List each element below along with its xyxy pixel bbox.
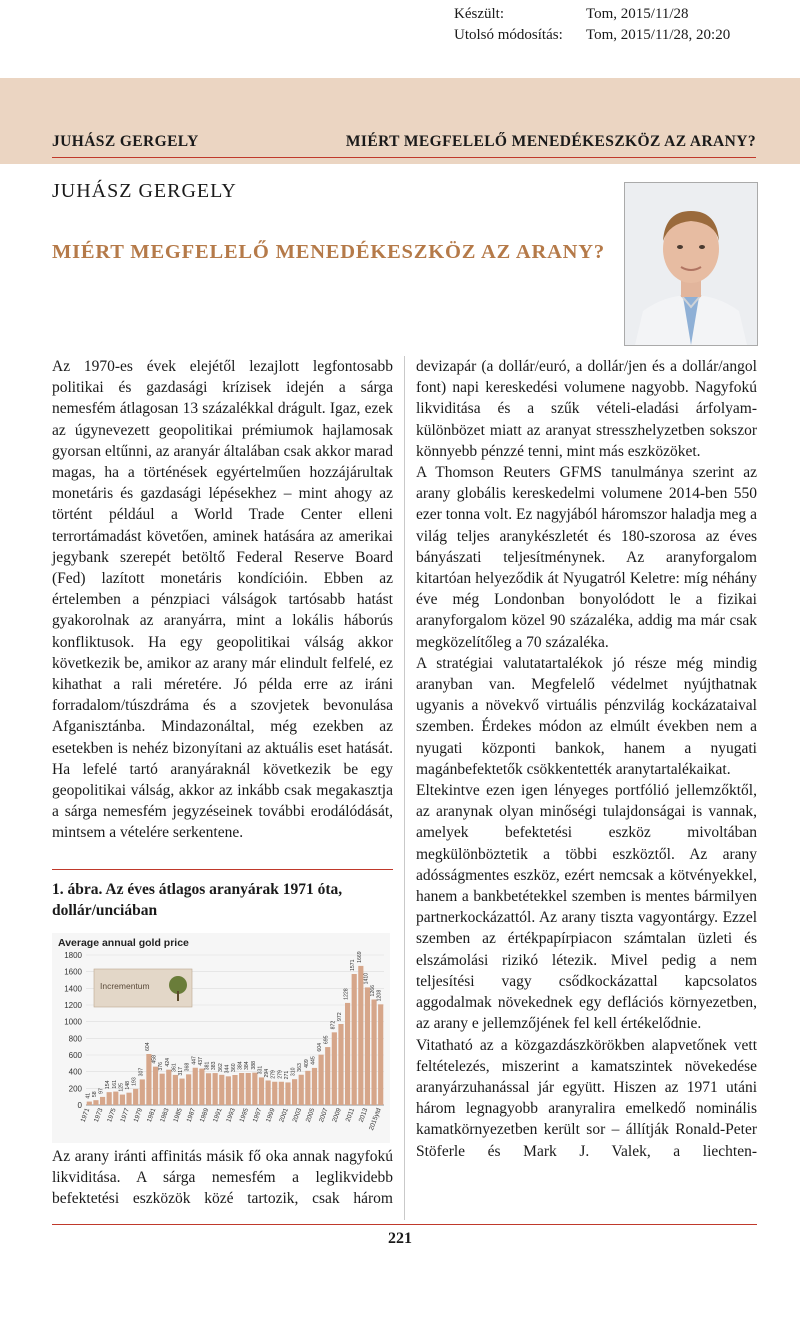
bar-value-label: 1571 xyxy=(350,959,357,971)
x-tick-label: 1995 xyxy=(238,1107,251,1124)
bar xyxy=(199,1069,204,1105)
bar xyxy=(100,1097,105,1105)
paragraph: Az 1970-es évek elejétől lezajlott legfontosabb politikai és gazdasági krízisek idején a sárga nemesfém átlagosan 13 százalékkal drágult. Igaz, ezek az úgynevezett geopolitikai prémiumok hajlamosak gyorsan eltűnni, az aranyár általában csak akkor marad magas, ha a történések egyértelműen hozzájárultak monetáris és gazdasági lépésekhez – mint ahogy az történt például a World Trade Center elleni terrortámadást követően, aminek hatására az amerikai jegybank szerepét betöltő Federal Reserve Board (Fed) lazított monetáris kondícióin. Ebben az értelemben a pénzpiaci válságok tartósabb hatást gyakorolnak az aranyárra, mint a lokális háborús konfliktusok. Ha egy geopolitikai válság akkor következik be, amikor az arany már elindult felfelé, ez kihathat a rali méretére. Jó példa erre az iráni forradalom/túszdráma és a szovjetek bevonulása Afganisztánba. Mindazonáltal, még ezekben az esetekben is nehéz bizonyítani az aktuális eset hatását. Ha lefelé tartó aranyáraknál következik be egy geopolitikai válság, akkor az inkább csak megakasztja a sárga nemesfém jegyzéseinek további erodálódását, mintsem a vételére serkentene. xyxy=(52,358,393,842)
article-author: JUHÁSZ GERGELY xyxy=(52,180,237,202)
bar xyxy=(186,1074,191,1105)
author-portrait-image xyxy=(625,183,757,345)
bar-value-label: 279 xyxy=(277,1070,284,1079)
bar xyxy=(166,1070,171,1105)
bar xyxy=(371,1000,376,1106)
running-head-author: JUHÁSZ GERGELY xyxy=(52,133,199,150)
bar xyxy=(140,1079,145,1105)
paragraph: Eltekintve ezen igen lényeges portfólió jellemzőktől, az aranynak olyan minőségi tulajdonságai is vannak, amelyek befektetési eszköz mivoltában megkülönböztetik a többi eszköztől. Az arany adósságmentes eszköz, ezért nemcsak a kötvényekkel, hanem a bankbetétekkel szemben is mentes bármilyen partnerkockázattól. Az arany tiszta vagyontárgy. Ezzel szemben az értékpapírpiacon számtalan üzleti és elszámolási rizikó létezik. Mivel pedig a nem teljesítési vagy csődkockázattal kapcsolatos aggodalmak növekednek egy deflációs környezetben, az arany e jellemzőjének fel kell értékelődnie. xyxy=(416,782,757,1033)
bar-value-label: 360 xyxy=(231,1063,237,1072)
bar-value-label: 331 xyxy=(257,1065,264,1075)
x-tick-label: 1981 xyxy=(145,1107,158,1124)
bar xyxy=(232,1075,237,1105)
x-tick-label: 1985 xyxy=(172,1107,184,1124)
bar-value-label: 381 xyxy=(204,1061,211,1071)
bar xyxy=(126,1093,131,1105)
bar xyxy=(160,1074,165,1105)
x-tick-label: 2011 xyxy=(344,1107,357,1123)
modified-value: Tom, 2015/11/28, 20:20 xyxy=(586,27,731,43)
bar-value-label: 154 xyxy=(105,1080,112,1090)
bar xyxy=(133,1089,138,1105)
bar-value-label: 368 xyxy=(184,1062,191,1072)
bar xyxy=(338,1024,343,1105)
bar xyxy=(378,1004,383,1105)
bar-value-label: 294 xyxy=(264,1068,271,1078)
chart-plot xyxy=(52,933,390,1143)
bar xyxy=(292,1079,297,1105)
bar xyxy=(285,1082,290,1105)
bar-value-label: 424 xyxy=(164,1058,171,1067)
created-value: Tom, 2015/11/28 xyxy=(586,6,689,22)
paragraph: A Thomson Reuters GFMS tanulmánya szerint az arany globális kereskedelmi volumene 2014-ben 550 ezer tonna volt. Ez nagyjából háromszor haladja meg a világ teljes aranykészletét és 180-szorosa az éves bányászati teljesítménynek. Az aranyforgalom kitartóan helyeződik át Nyugatról Keletre: míg néhány éve még Londonban bonyolódott le a fizikai aranyforgalom közel 90 százaléka, addig ma már csak megközelítőleg a 70 százaléka. xyxy=(416,464,757,651)
paragraph: Az arany iránti affinitás másik fő oka annak nagyfokú likviditása. A sárga nemesfém a leglikvidebb befektetési eszközök közé tartozik, csak három xyxy=(52,1148,393,1208)
bar-value-label: 1228 xyxy=(343,988,350,1000)
bar-value-label: 125 xyxy=(118,1082,125,1092)
y-tick-label: 1600 xyxy=(64,967,82,977)
bar-value-label: 362 xyxy=(217,1063,224,1072)
page-number: 221 xyxy=(388,1230,412,1247)
chart-title: Average annual gold price xyxy=(58,937,189,949)
tree-trunk-icon xyxy=(177,991,179,1001)
x-tick-label: 1971 xyxy=(79,1107,92,1124)
bar-value-label: 972 xyxy=(336,1012,343,1021)
y-tick-label: 800 xyxy=(68,1034,82,1044)
bar-value-label: 388 xyxy=(250,1061,257,1070)
article-title: MIÉRT MEGFELELŐ MENEDÉKESZKÖZ AZ ARANY? xyxy=(52,241,605,263)
bar-value-label: 383 xyxy=(211,1061,218,1071)
x-tick-label: 1973 xyxy=(92,1107,105,1124)
bar-value-label: 1208 xyxy=(376,989,383,1002)
y-tick-label: 1400 xyxy=(64,984,82,994)
running-head-title: MIÉRT MEGFELELŐ MENEDÉKESZKÖZ AZ ARANY? xyxy=(345,133,756,150)
document-metadata xyxy=(454,4,730,46)
bar-value-label: 307 xyxy=(138,1067,145,1077)
x-tick-label: 1993 xyxy=(225,1107,237,1124)
bar-value-label: 317 xyxy=(178,1066,185,1076)
bar xyxy=(365,987,370,1105)
bar xyxy=(107,1092,112,1105)
footer-rule xyxy=(52,1224,757,1225)
x-tick-label: 1987 xyxy=(185,1107,198,1124)
bar-value-label: 447 xyxy=(191,1056,198,1065)
bar xyxy=(120,1095,125,1105)
bar xyxy=(213,1073,218,1105)
x-tick-label: 2013 xyxy=(357,1107,370,1124)
x-tick-label: 2001 xyxy=(278,1107,290,1124)
y-tick-label: 1200 xyxy=(64,1001,82,1010)
x-tick-label: 1997 xyxy=(251,1107,264,1124)
right-column-text xyxy=(416,356,757,1318)
bar-value-label: 1266 xyxy=(370,984,377,997)
bar xyxy=(305,1071,310,1105)
paragraph: A stratégiai valutatartalékok jó része még mindig aranyban van. Megfelelő védelmet nyújthatnak ugyanis a növekvő virtuális pénzvilág kockázataival szemben. Érdekes módon az elmúlt években nem a nyugati központi bankok, hanem a nyugati magánbefektetők csökkentették aranytartalékaikat. xyxy=(416,654,757,778)
bar-value-label: 97 xyxy=(98,1088,105,1094)
x-tick-label: 1983 xyxy=(159,1107,171,1124)
x-tick-label: 1999 xyxy=(265,1107,277,1124)
bar-value-label: 1669 xyxy=(356,951,363,963)
bar-value-label: 384 xyxy=(244,1061,251,1070)
x-tick-label: 2005 xyxy=(304,1107,317,1124)
figure-caption: 1. ábra. Az éves átlagos aranyárak 1971 óta, dollár/unciában xyxy=(52,881,343,919)
bar-value-label: 344 xyxy=(224,1064,231,1074)
bar xyxy=(113,1092,118,1105)
gold-price-chart xyxy=(52,933,390,1143)
bar xyxy=(345,1003,350,1105)
bar xyxy=(87,1102,92,1105)
bar-value-label: 361 xyxy=(171,1063,178,1072)
bar xyxy=(332,1032,337,1105)
bar xyxy=(352,974,357,1105)
bar xyxy=(279,1082,284,1105)
bar-value-label: 279 xyxy=(270,1070,277,1079)
bar xyxy=(319,1055,324,1105)
bar xyxy=(266,1081,271,1106)
modified-label: Utolsó módosítás: xyxy=(454,27,563,43)
y-tick-label: 600 xyxy=(68,1051,82,1060)
bar-value-label: 376 xyxy=(158,1062,165,1071)
created-label: Készült: xyxy=(454,6,504,22)
x-tick-label: 2007 xyxy=(318,1107,330,1124)
column-divider xyxy=(404,356,405,1220)
bar-value-label: 193 xyxy=(131,1077,138,1086)
bar-value-label: 437 xyxy=(197,1056,204,1066)
x-tick-label: 2009 xyxy=(331,1107,343,1124)
bar xyxy=(193,1068,198,1105)
y-tick-label: 1000 xyxy=(64,1017,82,1027)
y-tick-label: 1800 xyxy=(64,951,82,960)
bar-value-label: 458 xyxy=(151,1055,158,1064)
bar-value-label: 363 xyxy=(297,1063,304,1072)
bar-value-label: 409 xyxy=(303,1059,310,1068)
left-column-text-continued xyxy=(52,1146,393,1210)
bar-value-label: 445 xyxy=(310,1056,317,1065)
x-tick-label: 1977 xyxy=(119,1107,131,1124)
x-tick-label: 1979 xyxy=(132,1107,145,1124)
x-tick-label: 1989 xyxy=(198,1107,211,1124)
bar-value-label: 872 xyxy=(330,1020,337,1030)
bar-value-label: 58 xyxy=(91,1091,98,1098)
bar xyxy=(179,1079,184,1105)
bar xyxy=(93,1100,98,1105)
bar-value-label: 271 xyxy=(283,1070,290,1080)
bar xyxy=(226,1076,231,1105)
bar xyxy=(239,1073,244,1105)
bar-value-label: 310 xyxy=(290,1067,297,1077)
bar xyxy=(246,1073,251,1105)
x-tick-label: 1991 xyxy=(212,1107,224,1124)
y-tick-label: 400 xyxy=(68,1067,82,1077)
bar-value-label: 161 xyxy=(111,1079,118,1089)
bar-value-label: 384 xyxy=(237,1061,244,1070)
x-tick-label: 2015ytd xyxy=(368,1107,383,1132)
bar xyxy=(219,1075,224,1105)
x-tick-label: 1975 xyxy=(106,1107,118,1124)
figure-rule xyxy=(52,869,393,870)
bar-value-label: 695 xyxy=(323,1035,330,1045)
bar xyxy=(358,966,363,1105)
y-tick-label: 0 xyxy=(77,1101,82,1110)
left-column-text xyxy=(52,356,393,864)
bar xyxy=(299,1075,304,1105)
x-tick-label: 2003 xyxy=(291,1107,304,1124)
bar xyxy=(153,1067,158,1105)
bar xyxy=(252,1073,257,1105)
bar-value-label: 604 xyxy=(317,1043,324,1052)
bar xyxy=(325,1047,330,1105)
bar-value-label: 604 xyxy=(144,1042,151,1051)
y-tick-label: 200 xyxy=(68,1084,82,1094)
bar xyxy=(272,1082,277,1105)
legend-label: Incrementum xyxy=(100,981,150,991)
paragraph: Vitatható az a közgazdászkörökben alapvetőnek vett feltételezés, miszerint a kamatszintek növekedése aranyárzuhanással jár együtt. Hiszen az 1971 utáni három legnagyobb aranyralira emelkedő nominális kamatkörnyezetben került sor – állítják Ronald-Peter Stöferle és Mark J. Valek, a liechten- xyxy=(416,1036,757,1160)
bar-value-label: 148 xyxy=(125,1081,132,1090)
bar xyxy=(312,1068,317,1105)
running-head xyxy=(52,133,756,158)
author-photo xyxy=(624,182,758,346)
paragraph: devizapár (a dollár/euró, a dollár/jen és a dollár/angol font) napi kereskedési volumene nagyobb. Nagyfokú likviditása és a szűk vételi-eladási árfolyam-különbözet miatt az aranyat stresszhelyzetben sokszor könnyebb pénzzé tenni, mint más eszközöket. xyxy=(416,358,757,460)
bar xyxy=(206,1073,211,1105)
bar-value-label: 41 xyxy=(85,1092,92,1099)
bar xyxy=(259,1077,264,1105)
bar-value-label: 1410 xyxy=(363,972,370,985)
bar xyxy=(173,1075,178,1105)
